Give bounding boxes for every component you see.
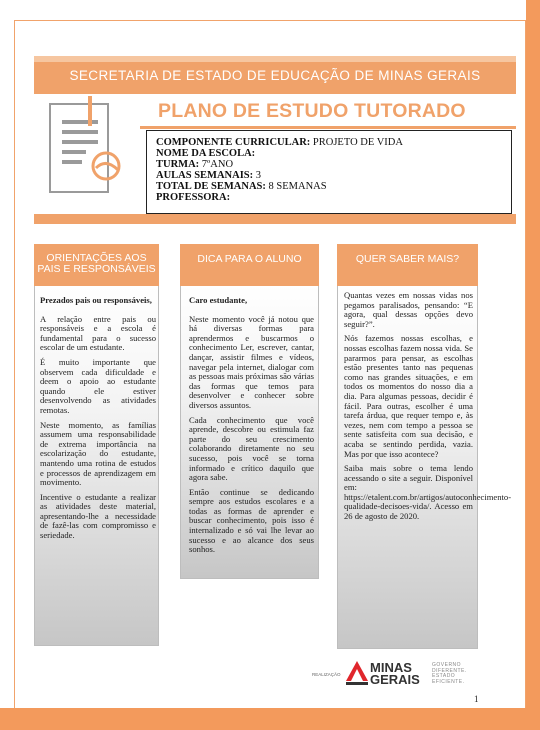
plan-title: PLANO DE ESTUDO TUTORADO xyxy=(158,100,466,122)
orientacoes-paragraph: A relação entre pais ou responsáveis e a escola é fundamental para o sucesso escolar de um estudante. xyxy=(40,313,156,353)
bottom-border-band xyxy=(0,708,540,730)
turma-value: 7ºANO xyxy=(201,159,234,170)
minas-gerais-logo-icon xyxy=(346,661,368,685)
dica-panel xyxy=(180,286,319,579)
orientacoes-paragraph: É muito importante que observem cada dificuldade e deem o apoio ao estudante quando ele estiver desenvolvendo as atividades remotas. xyxy=(40,356,156,415)
dica-paragraph: Cada conhecimento que você aprende, descobre ou estimula faz parte do seu crescimento colaborando diretamente no seu sucesso, pois você se torna informado e crítico daquilo que agora sabe. xyxy=(189,414,314,483)
dica-heading: DICA PARA O ALUNO xyxy=(180,244,319,286)
professora-label: PROFESSORA: xyxy=(156,192,231,203)
header-bottom-band xyxy=(34,214,516,224)
realizacao-label: REALIZAÇÃO xyxy=(312,672,341,677)
dica-paragraph: Então continue se dedicando sempre aos estudos escolares e a todas as formas de aprender e buscar conhecimento, pois isso é internalizado e só vai lhe levar ao sucesso e ao alcance dos seus sonhos. xyxy=(189,486,314,555)
info-box xyxy=(146,130,512,214)
info-row-aulas xyxy=(156,170,511,181)
secretaria-title: SECRETARIA DE ESTADO DE EDUCAÇÃO DE MINAS GERAIS xyxy=(69,68,481,83)
plan-title-underline xyxy=(140,126,516,129)
orientacoes-panel xyxy=(34,286,159,646)
quer-saber-paragraph: Saiba mais sobre o tema lendo acessando o site a seguir. Disponível em: https://etalent.com.br/artigos/autoconhecimento-qualidade-decisoes-vida/. Acesso em 26 de agosto de 2020. xyxy=(344,463,512,522)
info-row-semanas xyxy=(156,181,511,192)
info-row-escola xyxy=(156,148,511,159)
orientacoes-paragraph: Incentive o estudante a realizar as atividades deste material, apresentando-lhe a necessidade de fazê-las com compromisso e seriedade. xyxy=(40,491,156,541)
orientacoes-paragraph: Neste momento, as famílias assumem uma responsabilidade de extrema importância na escolarização do estudante, mantendo uma rotina de estudos e processos de aprendizagem em movimento. xyxy=(40,419,156,488)
info-row-turma xyxy=(156,159,511,170)
governo-tagline: GOVERNO DIFERENTE. ESTADO EFICIENTE. xyxy=(432,662,467,685)
semanas-label: TOTAL DE SEMANAS: xyxy=(156,181,266,192)
page-number: 1 xyxy=(474,694,479,704)
quer-saber-paragraph: Nós fazemos nossas escolhas, e nossas escolhas fazem nossa vida. Se pararmos para pensar, as escolhas estão presentes tanto nas pequenas como nas grandes situações, e em todos os momentos do nosso dia a dia. Para algumas pessoas, decidir é fácil. Para outras, escolher é uma tarefa árdua, que requer tempo e, às vezes, nem com tempo a pessoa se sente satisfeita com sua decisão, e acaba se sentindo perdida, vazia. Mas por que isso acontece? xyxy=(344,333,473,459)
quer-saber-paragraph: Quantas vezes em nossas vidas nos pegamos paralisados, pensando: “E agora, qual dessas opções devo seguir?”. xyxy=(344,290,473,329)
componente-label: COMPONENTE CURRICULAR: xyxy=(156,137,311,148)
orientacoes-heading: ORIENTAÇÕES AOS PAIS E RESPONSÁVEIS xyxy=(34,244,159,286)
quer-saber-heading: QUER SABER MAIS? xyxy=(337,244,478,286)
orientacoes-greeting: Prezados pais ou responsáveis, xyxy=(40,295,152,305)
right-border-band xyxy=(526,0,540,730)
info-row-componente xyxy=(156,137,511,148)
document-icon xyxy=(48,96,126,204)
aulas-label: AULAS SEMANAIS: xyxy=(156,170,254,181)
minas-gerais-brand: MINAS GERAIS xyxy=(370,660,420,687)
aulas-value: 3 xyxy=(255,170,262,181)
dica-paragraph: Neste momento você já notou que há diversas formas para aprendermos e buscarmos o conhecimento Ler, escrever, cantar, dançar, assistir filmes e vídeos, navegar pela internet, dialogar com as pessoas mais próximas são várias das formas que temos para desenvolver e conhecer sobre diversos assuntos. xyxy=(189,313,314,410)
semanas-value: 8 SEMANAS xyxy=(268,181,327,192)
componente-value: PROJETO DE VIDA xyxy=(312,137,403,148)
info-row-professora xyxy=(156,192,511,203)
dica-greeting: Caro estudante, xyxy=(189,295,248,305)
turma-label: TURMA: xyxy=(156,159,200,170)
quer-saber-panel xyxy=(337,286,512,649)
escola-label: NOME DA ESCOLA: xyxy=(156,148,256,159)
